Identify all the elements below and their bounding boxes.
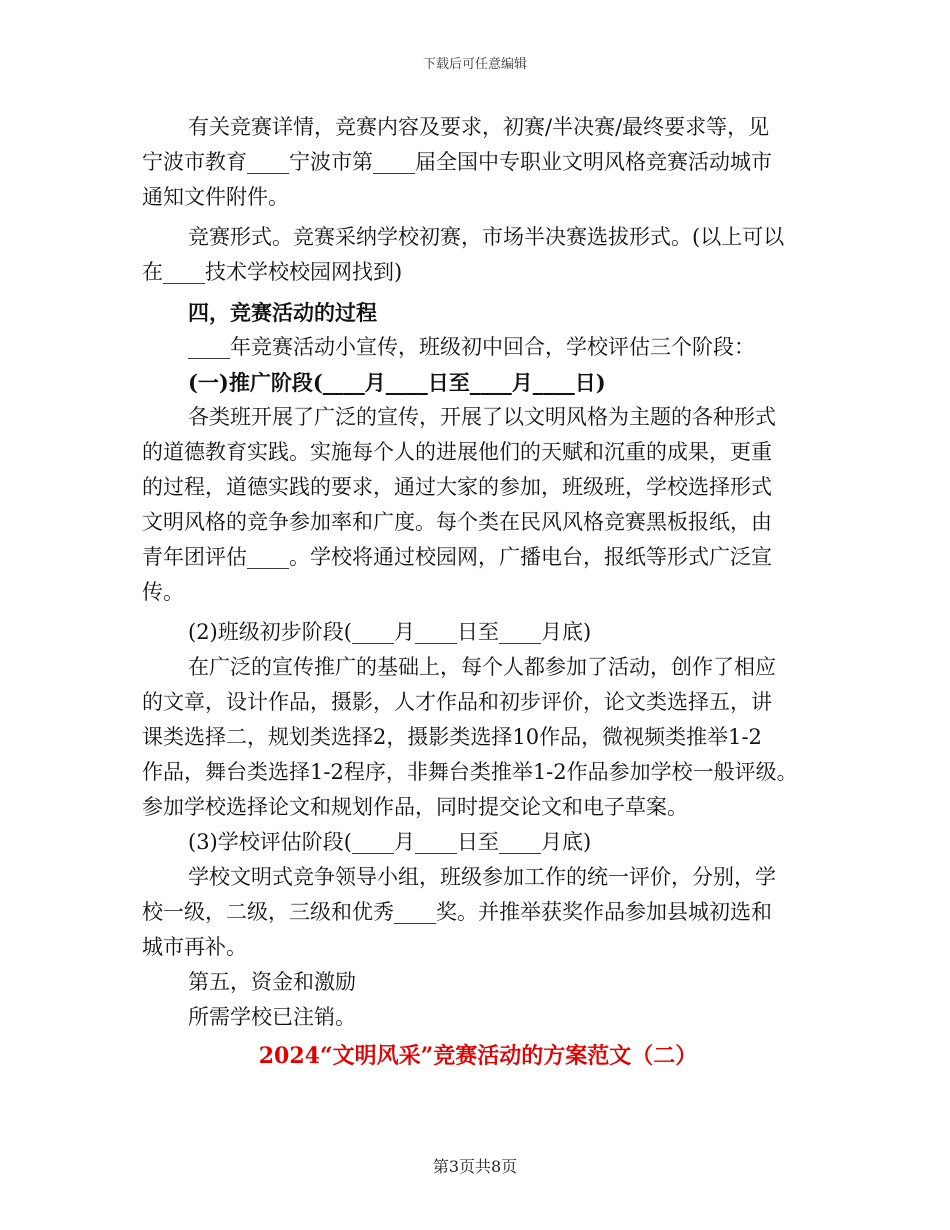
page-number: 第3页共8页	[432, 1157, 518, 1176]
subsection-heading: (一)推广阶段(____月____日至____月____日)	[188, 370, 606, 395]
paragraph-line: 参加学校选择论文和规划作品，同时提交论文和电子草案。	[142, 795, 688, 819]
paragraph-line: 学校文明式竞争领导小组，班级参加工作的统一评价，分别，学	[188, 865, 776, 889]
paragraph-line: 青年团评估____。学校将通过校园网，广播电台，报纸等形式广泛宣	[142, 545, 772, 569]
paragraph-line: 在____技术学校校园网找到)	[142, 260, 403, 284]
paragraph-line: 城市再补。	[142, 935, 247, 959]
paragraph-line: 宁波市教育____宁波市第____届全国中专职业文明风格竞赛活动城市	[142, 150, 772, 174]
document-body	[142, 110, 814, 1074]
paragraph-line: 通知文件附件。	[142, 185, 289, 209]
document-section-title: 2024“文明风采”竞赛活动的方案范文（二）	[258, 1043, 698, 1069]
paragraph-line: ____年竞赛活动小宣传，班级初中回合，学校评估三个阶段：	[188, 335, 755, 359]
paragraph-line: 各类班开展了广泛的宣传，开展了以文明风格为主题的各种形式	[188, 405, 776, 429]
paragraph-line: 的过程，道德实践的要求，通过大家的参加，班级班，学校选择形式	[142, 475, 772, 499]
paragraph-line: 校一级，二级，三级和优秀____奖。并推举获奖作品参加县城初选和	[142, 900, 772, 924]
paragraph-line: 在广泛的宣传推广的基础上，每个人都参加了活动，创作了相应	[188, 655, 776, 679]
paragraph-line: 传。	[142, 580, 184, 604]
subsection-heading: (3)学校评估阶段(____月____日至____月底)	[188, 830, 592, 854]
paragraph-line: 课类选择二，规划类选择2，摄影类选择10作品，微视频类推举1-2	[142, 725, 762, 749]
paragraph-line: 文明风格的竞争参加率和广度。每个类在民风风格竞赛黑板报纸，由	[142, 510, 772, 534]
page-header: 下载后可任意编辑	[422, 57, 527, 72]
paragraph-line: 的文章，设计作品，摄影，人才作品和初步评价，论文类选择五，讲	[142, 690, 772, 714]
section-heading: 第五，资金和激励	[188, 970, 356, 994]
section-heading: 四，竞赛活动的过程	[188, 300, 377, 325]
paragraph-line: 的道德教育实践。实施每个人的进展他们的天赋和沉重的成果，更重	[142, 440, 772, 464]
paragraph-line: 竞赛形式。竞赛采纳学校初赛，市场半决赛选拔形式。(以上可以	[188, 225, 785, 249]
paragraph-line: 作品，舞台类选择1-2程序，非舞台类推举1-2作品参加学校一般评级。	[142, 760, 798, 784]
paragraph-line: 有关竞赛详情，竞赛内容及要求，初赛/半决赛/最终要求等，见	[188, 115, 770, 139]
subsection-heading: (2)班级初步阶段(____月____日至____月底)	[188, 620, 592, 644]
paragraph-line: 所需学校已注销。	[188, 1005, 356, 1029]
